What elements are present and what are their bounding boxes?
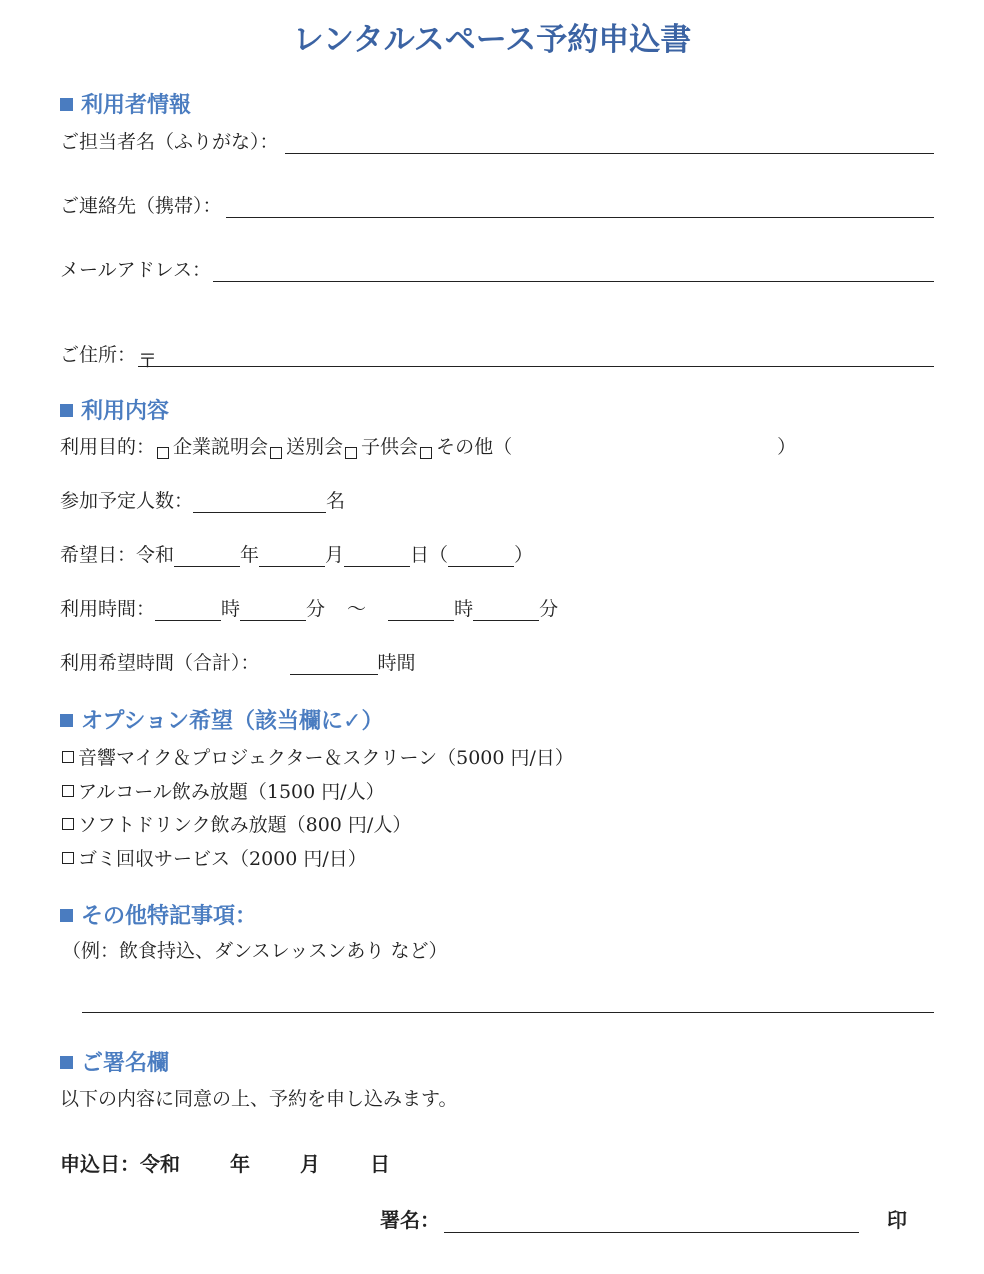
purpose-close: ） bbox=[777, 436, 797, 458]
purpose-option-2: 送別会 bbox=[286, 436, 344, 458]
people-row bbox=[60, 486, 345, 513]
date-day-unit: 日（ bbox=[410, 544, 449, 566]
section-usage bbox=[60, 394, 169, 425]
seal-mark: 印 bbox=[887, 1208, 907, 1232]
people-unit: 名 bbox=[326, 490, 346, 512]
document-title: レンタルスペース予約申込書 bbox=[292, 22, 692, 58]
date-year-field[interactable] bbox=[174, 546, 240, 567]
date-year-unit: 年 bbox=[240, 544, 260, 566]
apply-month-unit: 月 bbox=[300, 1152, 320, 1176]
section-options bbox=[60, 704, 383, 735]
apply-day-unit: 日 bbox=[370, 1152, 390, 1176]
option-item bbox=[60, 844, 367, 871]
date-row bbox=[60, 540, 533, 567]
end-minute-field[interactable] bbox=[473, 600, 539, 621]
square-bullet-icon bbox=[60, 714, 73, 727]
option-label-3: ソフトドリンク飲み放題（800 円/人） bbox=[78, 814, 412, 836]
option-checkbox-2[interactable] bbox=[62, 785, 74, 797]
section-notes-title: その他特記事項： bbox=[81, 904, 258, 929]
start-hour-unit: 時 bbox=[221, 598, 241, 620]
apply-date-label: 申込日：令和 bbox=[60, 1152, 180, 1176]
name-row bbox=[60, 127, 934, 154]
time-label: 利用時間： bbox=[60, 598, 156, 620]
end-hour-unit: 時 bbox=[454, 598, 474, 620]
phone-label: ご連絡先（携帯）： bbox=[60, 195, 222, 217]
date-month-field[interactable] bbox=[259, 546, 325, 567]
apply-year-unit: 年 bbox=[230, 1152, 250, 1176]
date-weekday-field[interactable] bbox=[448, 546, 514, 567]
option-label-2: アルコール飲み放題（1500 円/人） bbox=[78, 781, 385, 803]
square-bullet-icon bbox=[60, 909, 73, 922]
option-checkbox-3[interactable] bbox=[62, 818, 74, 830]
address-label: ご住所： bbox=[60, 344, 137, 366]
email-label: メールアドレス： bbox=[60, 259, 212, 281]
address-field[interactable] bbox=[138, 346, 934, 372]
time-tilde: ～ bbox=[347, 598, 367, 620]
name-field[interactable] bbox=[285, 133, 934, 154]
option-item bbox=[60, 777, 385, 804]
purpose-label: 利用目的： bbox=[60, 436, 156, 458]
date-day-field[interactable] bbox=[344, 546, 410, 567]
option-item bbox=[60, 810, 411, 837]
apply-date-row bbox=[60, 1148, 390, 1177]
purpose-checkbox-4[interactable] bbox=[420, 447, 432, 459]
notes-example: （例：飲食持込、ダンスレッスンあり など） bbox=[62, 940, 448, 962]
option-item bbox=[60, 743, 574, 770]
square-bullet-icon bbox=[60, 1056, 73, 1069]
section-signature-title: ご署名欄 bbox=[81, 1051, 170, 1076]
section-signature bbox=[60, 1046, 169, 1077]
total-time-row bbox=[60, 648, 416, 675]
people-field[interactable] bbox=[193, 492, 326, 513]
square-bullet-icon bbox=[60, 404, 73, 417]
start-minute-field[interactable] bbox=[240, 600, 306, 621]
section-notes bbox=[60, 899, 257, 930]
postal-mark: 〒 bbox=[138, 350, 158, 372]
end-minute-unit: 分 bbox=[539, 598, 559, 620]
purpose-option-3: 子供会 bbox=[361, 436, 419, 458]
section-usage-title: 利用内容 bbox=[81, 399, 170, 424]
option-checkbox-4[interactable] bbox=[62, 852, 74, 864]
notes-field[interactable] bbox=[82, 992, 934, 1013]
address-row bbox=[60, 340, 934, 372]
end-hour-field[interactable] bbox=[388, 600, 454, 621]
name-label: ご担当者名（ふりがな）： bbox=[60, 131, 279, 153]
start-minute-unit: 分 bbox=[306, 598, 326, 620]
section-user-info bbox=[60, 88, 191, 119]
total-time-label: 利用希望時間（合計）： bbox=[60, 652, 260, 674]
email-row bbox=[60, 255, 934, 282]
option-label-1: 音響マイク＆プロジェクター＆スクリーン（5000 円/日） bbox=[78, 747, 574, 769]
agreement-text: 以下の内容に同意の上、予約を申し込みます。 bbox=[60, 1088, 458, 1110]
date-day-close: ） bbox=[514, 544, 534, 566]
section-options-title: オプション希望（該当欄に✓） bbox=[81, 709, 384, 734]
start-hour-field[interactable] bbox=[155, 600, 221, 621]
total-time-field[interactable] bbox=[290, 654, 378, 675]
total-time-unit: 時間 bbox=[377, 652, 416, 674]
purpose-checkbox-1[interactable] bbox=[157, 447, 169, 459]
purpose-row bbox=[60, 432, 796, 459]
signature-row bbox=[380, 1204, 907, 1233]
option-checkbox-1[interactable] bbox=[62, 751, 74, 763]
time-row bbox=[60, 594, 558, 621]
date-label: 希望日：令和 bbox=[60, 544, 175, 566]
date-month-unit: 月 bbox=[325, 544, 345, 566]
phone-row bbox=[60, 191, 934, 218]
section-user-info-title: 利用者情報 bbox=[81, 93, 192, 118]
phone-field[interactable] bbox=[226, 197, 934, 218]
purpose-checkbox-3[interactable] bbox=[345, 447, 357, 459]
signature-field[interactable] bbox=[444, 1212, 859, 1233]
purpose-option-4: その他（ bbox=[436, 436, 513, 458]
purpose-option-1: 企業説明会 bbox=[173, 436, 269, 458]
square-bullet-icon bbox=[60, 98, 73, 111]
signature-label: 署名： bbox=[380, 1208, 440, 1232]
email-field[interactable] bbox=[213, 261, 934, 282]
people-label: 参加予定人数： bbox=[60, 490, 194, 512]
option-label-4: ゴミ回収サービス（2000 円/日） bbox=[78, 848, 367, 870]
purpose-checkbox-2[interactable] bbox=[270, 447, 282, 459]
